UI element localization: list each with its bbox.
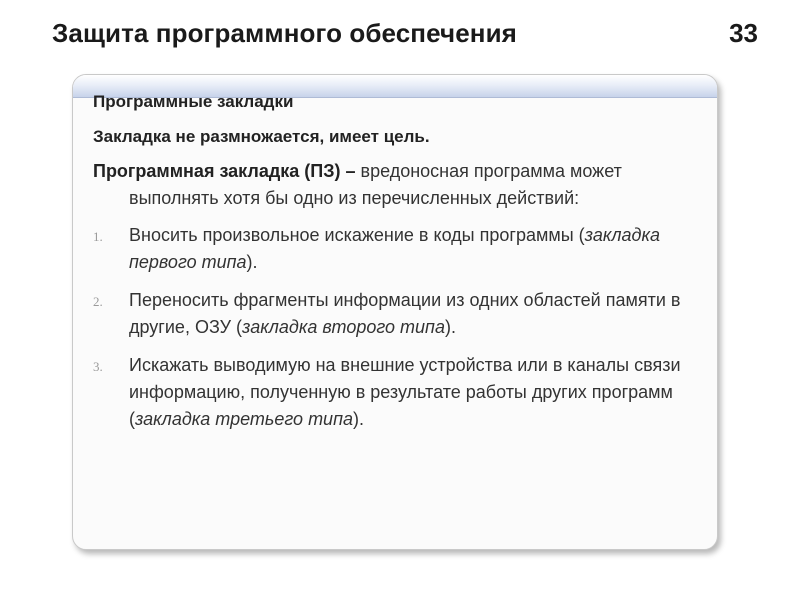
slide-title: Защита программного обеспечения	[52, 18, 517, 48]
list-item-text-after: ).	[353, 409, 364, 429]
slide-number: 33	[729, 18, 758, 48]
lead-statement: Закладка не размножается, имеет цель.	[93, 127, 430, 146]
content-panel	[72, 74, 718, 550]
list-item-text-after: ).	[246, 252, 258, 272]
list-number: 2.	[93, 294, 103, 309]
list-item-1	[93, 222, 698, 276]
list-item-3	[93, 352, 698, 433]
list-number: 1.	[93, 229, 103, 244]
definition-text: вредоносная программа может выполнять хотя бы одно из перечисленных действий:	[129, 161, 622, 208]
list-item-2	[93, 287, 698, 341]
list-item-text-before: Переносить фрагменты информации из одних областей памяти в другие, ОЗУ (	[129, 290, 681, 337]
panel-content	[93, 91, 698, 444]
list-number: 3.	[93, 359, 103, 374]
list-item-emphasis: закладка первого типа	[129, 225, 660, 272]
list-item-emphasis: закладка третьего типа	[135, 409, 353, 429]
definition-paragraph	[93, 158, 698, 212]
list-item-text-before: Искажать выводимую на внешние устройства или в каналы связи информацию, полученную в результате работы других программ (	[129, 355, 681, 429]
list-item-text-before: Вносить произвольное искажение в коды программы (	[129, 225, 585, 245]
list-item-emphasis: закладка второго типа	[242, 317, 445, 337]
definition-term: Программная закладка (ПЗ) –	[93, 161, 356, 181]
panel-subtitle: Программные закладки	[93, 92, 294, 111]
list-item-text-after: ).	[444, 317, 456, 337]
